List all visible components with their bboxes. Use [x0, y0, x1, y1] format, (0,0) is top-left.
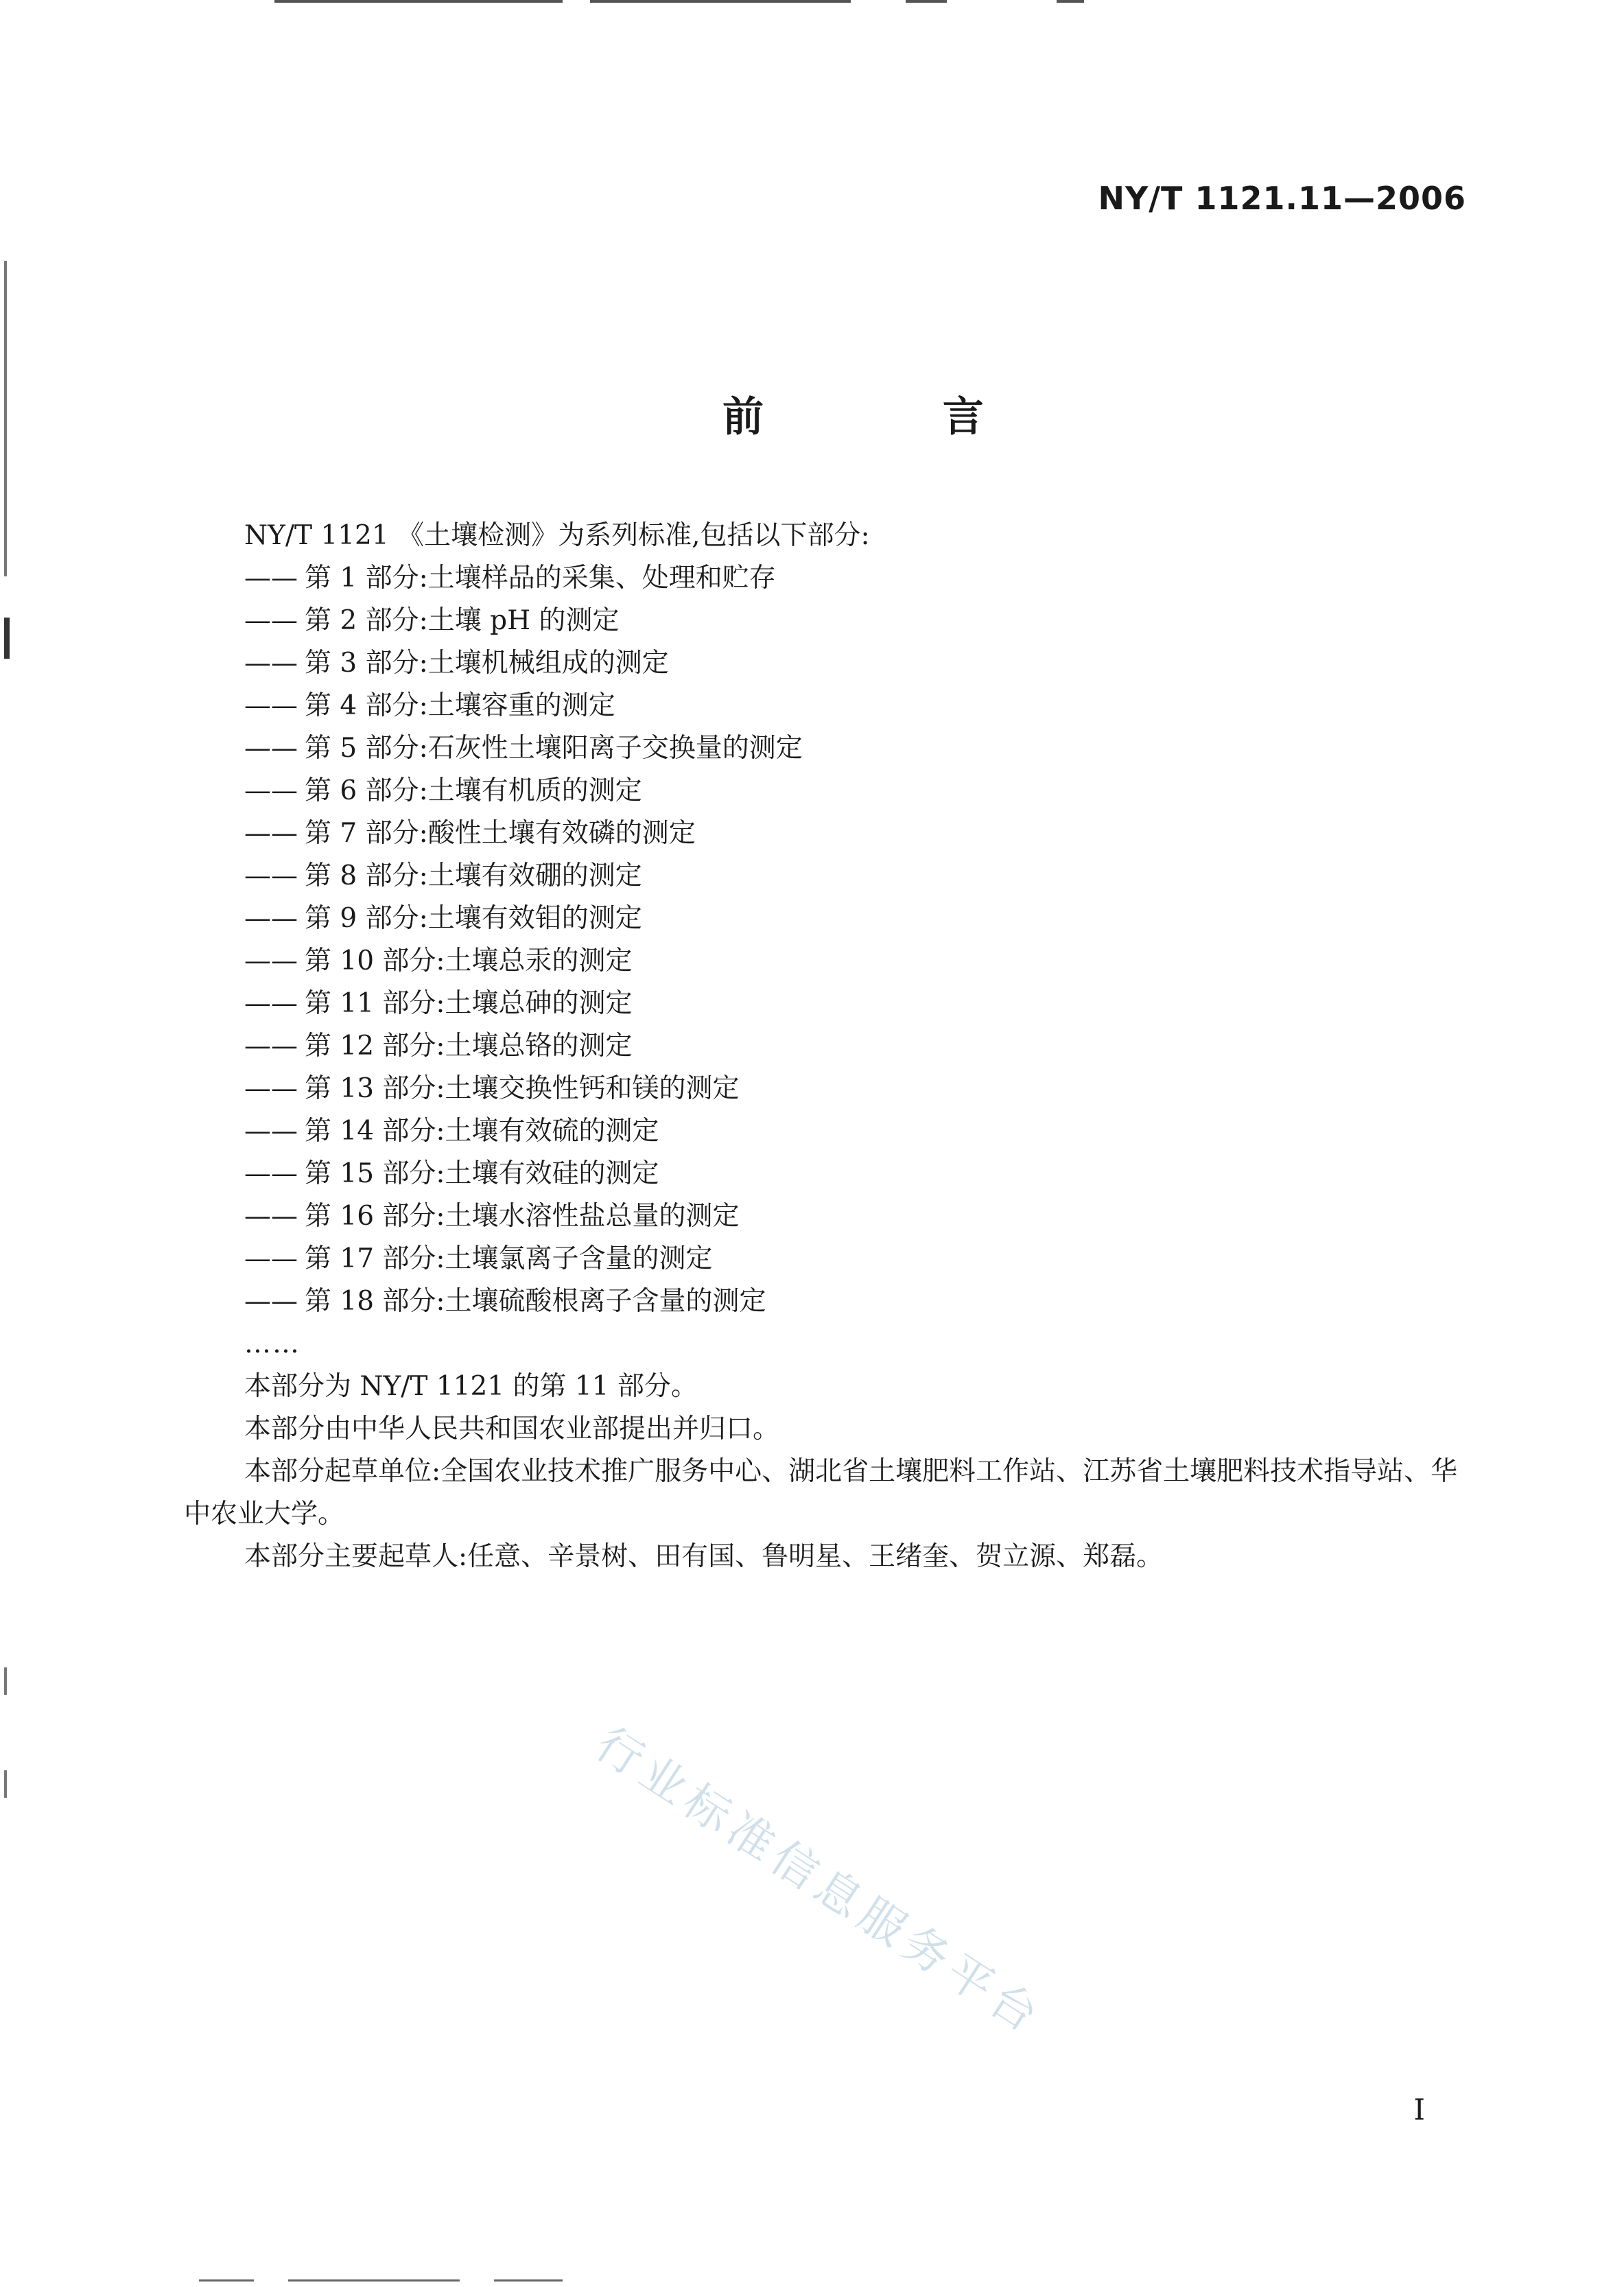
list-dash: ——	[244, 1158, 298, 1189]
scan-bottom-rule-3	[494, 2279, 563, 2282]
list-item	[244, 812, 1460, 855]
list-item-text: 第 18 部分:土壤硫酸根离子含量的测定	[305, 1286, 766, 1317]
scan-top-rule-4	[1057, 0, 1084, 3]
scan-bottom-rule-2	[288, 2279, 460, 2282]
list-item-text: 第 16 部分:土壤水溶性盐总量的测定	[305, 1201, 740, 1232]
list-dash: ——	[244, 988, 298, 1019]
list-dash: ——	[244, 690, 298, 721]
scan-bottom-rule-1	[199, 2279, 254, 2282]
list-item-text: 第 9 部分:土壤有效钼的测定	[305, 903, 642, 934]
list-item	[244, 727, 1460, 770]
foreword-content	[184, 515, 1460, 1578]
list-item	[244, 940, 1460, 983]
list-item	[244, 898, 1460, 940]
list-dash: ——	[244, 733, 298, 764]
list-item	[244, 1280, 1460, 1323]
list-item	[244, 557, 1460, 600]
list-dash: ——	[244, 1073, 298, 1104]
list-item-text: 第 7 部分:酸性土壤有效磷的测定	[305, 818, 696, 849]
list-item	[244, 1153, 1460, 1195]
list-item	[244, 600, 1460, 642]
list-item-text: 第 11 部分:土壤总砷的测定	[305, 988, 633, 1019]
list-item	[244, 1110, 1460, 1153]
scan-top-rule-2	[590, 0, 851, 3]
list-dash: ——	[244, 775, 298, 806]
list-item-text: 第 5 部分:石灰性土壤阳离子交换量的测定	[305, 733, 803, 764]
scan-left-mark-3	[4, 1667, 7, 1695]
list-dash: ——	[244, 946, 298, 976]
list-item	[244, 1025, 1460, 1068]
paragraph-proposer: 本部分由中华人民共和国农业部提出并归口。	[244, 1414, 780, 1444]
scan-top-rule-1	[274, 0, 563, 3]
list-dash: ——	[244, 1201, 298, 1232]
list-dash: ——	[244, 1286, 298, 1317]
intro-line: NY/T 1121 《土壤检测》为系列标准,包括以下部分:	[244, 520, 870, 551]
list-dash: ——	[244, 563, 298, 594]
list-item-text: 第 1 部分:土壤样品的采集、处理和贮存	[305, 563, 776, 594]
list-item-text: 第 8 部分:土壤有效硼的测定	[305, 860, 642, 891]
list-item-text: 第 6 部分:土壤有机质的测定	[305, 775, 642, 806]
list-dash: ——	[244, 903, 298, 934]
page-title: 前 言	[722, 393, 1066, 441]
list-item	[244, 770, 1460, 812]
paragraph-part-number: 本部分为 NY/T 1121 的第 11 部分。	[244, 1371, 698, 1402]
list-item-text: 第 15 部分:土壤有效硅的测定	[305, 1158, 659, 1189]
list-item	[244, 1068, 1460, 1110]
list-dash: ——	[244, 1031, 298, 1062]
list-item-text: 第 2 部分:土壤 pH 的测定	[305, 605, 620, 636]
list-item	[244, 642, 1460, 685]
list-dash: ——	[244, 648, 298, 679]
paragraph-drafting-units: 本部分起草单位:全国农业技术推广服务中心、湖北省土壤肥料工作站、江苏省土壤肥料技术指导站、华中农业大学。	[184, 1456, 1458, 1529]
list-item-text: 第 13 部分:土壤交换性钙和镁的测定	[305, 1073, 740, 1104]
page-number: I	[1413, 2093, 1425, 2126]
list-item	[244, 1195, 1460, 1238]
standard-number: NY/T 1121.11—2006	[1098, 180, 1466, 217]
list-dash: ——	[244, 818, 298, 849]
scan-left-mark-2	[4, 618, 10, 659]
scan-top-rule-3	[906, 0, 947, 3]
list-item-text: 第 10 部分:土壤总汞的测定	[305, 946, 633, 976]
list-dash: ——	[244, 1243, 298, 1274]
parts-list	[184, 557, 1460, 1323]
list-item-text: 第 3 部分:土壤机械组成的测定	[305, 648, 669, 679]
list-item-text: 第 17 部分:土壤氯离子含量的测定	[305, 1243, 713, 1274]
list-item	[244, 855, 1460, 898]
scan-left-mark-4	[4, 1770, 7, 1798]
paragraph-drafters: 本部分主要起草人:任意、辛景树、田有国、鲁明星、王绪奎、贺立源、郑磊。	[244, 1541, 1164, 1572]
watermark: 行业标准信息服务平台	[586, 1717, 1053, 2046]
list-item	[244, 685, 1460, 727]
list-item	[244, 1238, 1460, 1280]
list-dash: ——	[244, 605, 298, 636]
list-item-text: 第 14 部分:土壤有效硫的测定	[305, 1116, 659, 1147]
list-ellipsis: ……	[244, 1328, 301, 1359]
list-item-text: 第 12 部分:土壤总铬的测定	[305, 1031, 633, 1062]
list-item	[244, 983, 1460, 1025]
list-item-text: 第 4 部分:土壤容重的测定	[305, 690, 615, 721]
list-dash: ——	[244, 860, 298, 891]
list-dash: ——	[244, 1116, 298, 1147]
